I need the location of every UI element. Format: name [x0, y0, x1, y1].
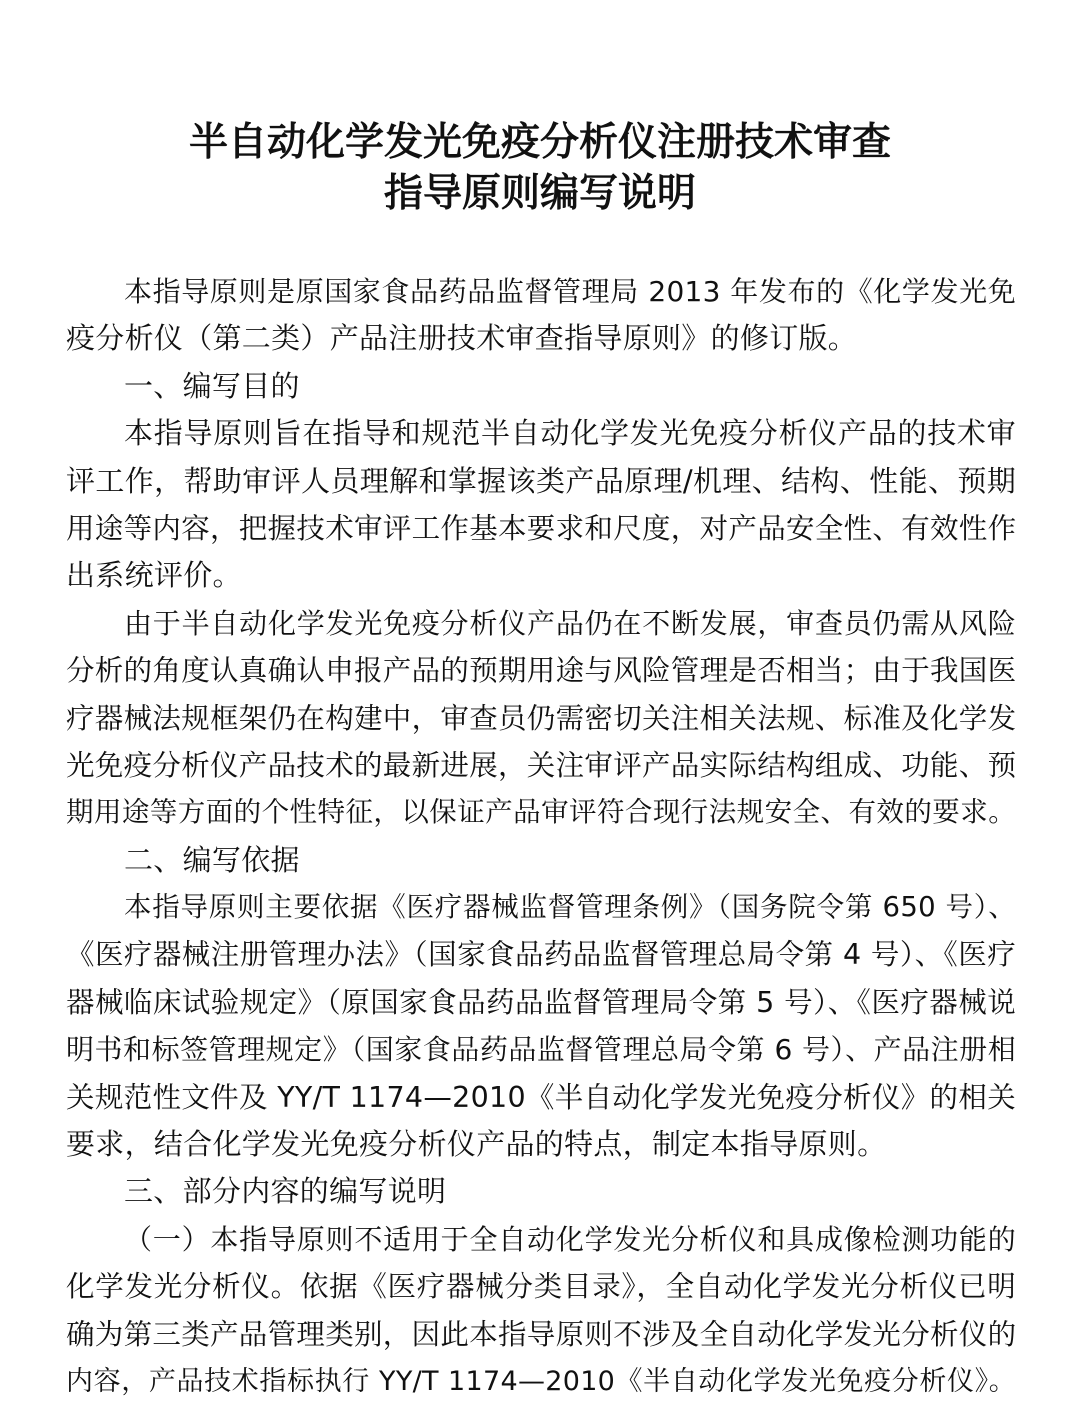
body-text-line: 要求，结合化学发光免疫分析仪产品的特点，制定本指导原则。 [66, 1127, 887, 1162]
body-text-line: 本指导原则是原国家食品药品监督管理局 2013 年发布的《化学发光免 [124, 275, 1016, 308]
body-text-line: 明书和标签管理规定》（国家食品药品监督管理总局令第 6 号）、产品注册相 [66, 1033, 1016, 1067]
body-text-line: （一）本指导原则不适用于全自动化学发光分析仪和具成像检测功能的 [124, 1222, 1016, 1256]
body-text-line: 二、编写依据 [124, 842, 300, 877]
document-title-line-1: 半自动化学发光免疫分析仪注册技术审查 [188, 120, 891, 165]
body-text-line: 《医疗器械注册管理办法》（国家食品药品监督管理总局令第 4 号）、《医疗 [66, 938, 1016, 972]
body-text-line: 光免疫分析仪产品技术的最新进展，关注审评产品实际结构组成、功能、预 [66, 748, 1017, 782]
body-text-line: 化学发光分析仪。依据《医疗器械分类目录》，全自动化学发光分析仪已明 [66, 1270, 1016, 1304]
body-text-line: 一、编写目的 [124, 368, 300, 403]
body-text-line: 由于半自动化学发光免疫分析仪产品仍在不断发展，审查员仍需从风险 [124, 606, 1016, 640]
body-text-line: 用途等内容，把握技术审评工作基本要求和尺度，对产品安全性、有效性作 [66, 511, 1017, 545]
body-text-line: 本指导原则旨在指导和规范半自动化学发光免疫分析仪产品的技术审 [124, 416, 1016, 451]
body-text-line: 确为第三类产品管理类别，因此本指导原则不涉及全自动化学发光分析仪的 [66, 1317, 1017, 1351]
body-text-line: 本指导原则主要依据《医疗器械监督管理条例》（国务院令第 650 号）、 [124, 891, 1016, 924]
body-text-line: 疗器械法规框架仍在构建中，审查员仍需密切关注相关法规、标准及化学发 [66, 701, 1017, 735]
document-title-line-2: 指导原则编写说明 [383, 171, 696, 216]
body-text-line: 关规范性文件及 YY/T 1174—2010《半自动化学发光免疫分析仪》的相关 [66, 1080, 1016, 1114]
body-text-line: 内容，产品技术指标执行 YY/T 1174—2010《半自动化学发光免疫分析仪》。 [66, 1365, 1016, 1397]
body-text-line: 评工作，帮助审评人员理解和掌握该类产品原理/机理、结构、性能、预期 [66, 463, 1016, 498]
body-text-line: 器械临床试验规定》（原国家食品药品监督管理局令第 5 号）、《医疗器械说 [66, 985, 1016, 1019]
body-text-line: 分析的角度认真确认申报产品的预期用途与风险管理是否相当；由于我国医 [66, 654, 1017, 688]
body-text-line: 三、部分内容的编写说明 [124, 1174, 447, 1209]
body-text-line: 出系统评价。 [66, 558, 242, 593]
body-text-line: 期用途等方面的个性特征，以保证产品审评符合现行法规安全、有效的要求。 [66, 796, 1016, 829]
document-body [66, 268, 1016, 1405]
body-text-line: 疫分析仪（第二类）产品注册技术审查指导原则》的修订版。 [66, 321, 858, 356]
